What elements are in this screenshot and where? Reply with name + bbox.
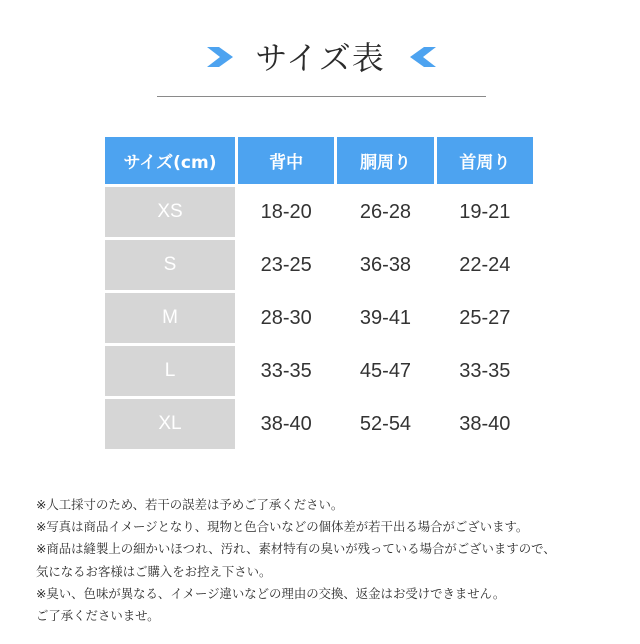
note-line: ※人工採寸のため、若干の誤差は予めご了承ください。 <box>36 497 344 512</box>
table-header-row <box>105 137 533 184</box>
table-row <box>105 240 533 290</box>
waist-value: 26-28 <box>359 200 412 223</box>
size-label: S <box>105 240 235 290</box>
neck-value: 22-24 <box>459 253 511 276</box>
header-back: 背中 <box>238 137 334 184</box>
table-row <box>105 293 533 343</box>
neck-value: 33-35 <box>459 359 511 382</box>
size-label: M <box>105 293 235 343</box>
neck-value: 38-40 <box>459 412 511 435</box>
size-label: XS <box>105 187 235 237</box>
header-size: サイズ(cm) <box>105 137 235 184</box>
waist-value: 45-47 <box>359 359 412 382</box>
header-waist: 胴周り <box>337 137 433 184</box>
chevron-left-icon <box>408 44 438 70</box>
note-line: ※商品は縫製上の細かいほつれ、汚れ、素材特有の臭いが残っている場合がございますので、 <box>36 541 556 557</box>
size-label: XL <box>105 399 235 449</box>
note-line: ※臭い、色味が異なる、イメージ違いなどの理由の交換、返金はお受けできません。 <box>36 585 506 601</box>
waist-value: 39-41 <box>359 306 412 329</box>
back-value: 38-40 <box>260 412 312 435</box>
title-divider <box>157 96 486 97</box>
neck-value: 25-27 <box>459 306 511 329</box>
notes-section <box>36 494 626 627</box>
table-row <box>105 399 533 449</box>
table-row <box>105 346 533 396</box>
back-value: 23-25 <box>260 253 312 276</box>
size-label: L <box>105 346 235 396</box>
waist-value: 36-38 <box>359 253 412 276</box>
header-neck: 首周り <box>437 137 533 184</box>
note-line: 気になるお客様はご購入をお控え下さい。 <box>36 563 272 579</box>
back-value: 18-20 <box>260 200 312 223</box>
back-value: 28-30 <box>260 306 312 329</box>
title-row <box>0 34 640 84</box>
note-line: ※写真は商品イメージとなり、現物と色合いなどの個体差が若干出る場合がございます。 <box>36 519 529 535</box>
page-title: サイズ表 <box>255 39 385 77</box>
back-value: 33-35 <box>260 359 312 382</box>
size-table <box>102 134 536 452</box>
table-row <box>105 187 533 237</box>
waist-value: 52-54 <box>359 412 412 435</box>
neck-value: 19-21 <box>459 200 511 223</box>
note-line: ご了承くださいませ。 <box>36 608 160 624</box>
